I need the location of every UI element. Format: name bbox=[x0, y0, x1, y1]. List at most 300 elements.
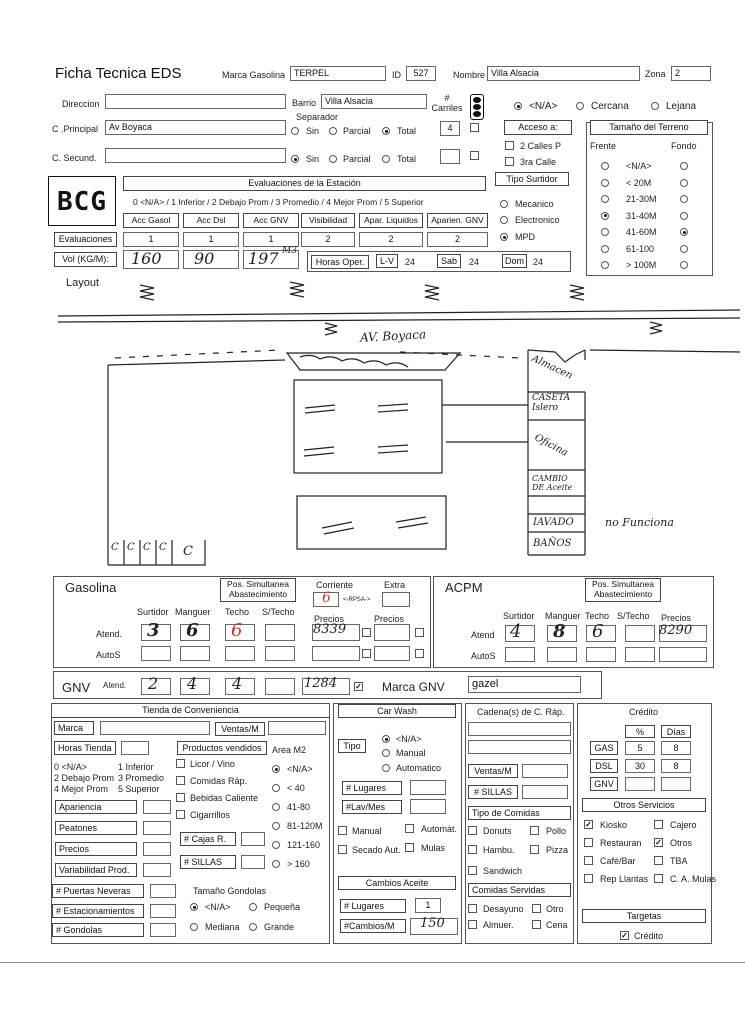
cw-manual-radio[interactable] bbox=[382, 749, 390, 757]
area-radio-4[interactable] bbox=[272, 841, 280, 849]
area-opt-2: 41-80 bbox=[287, 802, 311, 812]
cw-lav-label: #Lav/Mes bbox=[342, 800, 402, 814]
cw-na-radio[interactable] bbox=[382, 735, 390, 743]
corriente-label: Corriente bbox=[316, 580, 354, 590]
cambios-title: Cambios Aceite bbox=[338, 876, 456, 890]
carriles-field[interactable]: 4 bbox=[440, 121, 460, 136]
gas-surtidor-value: 3 bbox=[147, 620, 160, 641]
cw-na-label: <N/A> bbox=[396, 734, 422, 744]
room-lavado: IAVADO bbox=[533, 517, 574, 528]
tienda-row-field-1[interactable] bbox=[143, 821, 171, 835]
gnv-checkbox[interactable]: ✓ bbox=[355, 682, 362, 691]
eval-val-4[interactable]: 2 bbox=[359, 232, 423, 247]
layout-note: no Funciona bbox=[605, 516, 674, 529]
eval-col-5: Aparien. GNV bbox=[427, 213, 488, 228]
lv-label: L-V bbox=[376, 254, 398, 268]
electronico-label: Electronico bbox=[515, 215, 560, 225]
sab-label: Sab bbox=[437, 254, 461, 268]
cena-chk[interactable] bbox=[532, 920, 541, 929]
cw-manual-chk[interactable] bbox=[338, 826, 347, 835]
acpm-autos-f3[interactable] bbox=[586, 647, 616, 662]
acpm-autos-f1[interactable] bbox=[505, 647, 535, 662]
cw-manual-label: Manual bbox=[396, 748, 426, 758]
barrio-field[interactable]: Villa Alsacia bbox=[321, 94, 427, 109]
marca-field[interactable]: TERPEL bbox=[290, 66, 386, 81]
lejana-radio[interactable] bbox=[651, 102, 659, 110]
tienda-item-chk-1[interactable] bbox=[176, 776, 185, 785]
carwash-tipo-label: Tipo bbox=[338, 739, 366, 753]
vol-gasol-value: 160 bbox=[131, 249, 162, 268]
sandwich-chk[interactable] bbox=[468, 866, 477, 875]
barrio-label: Barrio bbox=[292, 98, 317, 108]
tienda-item-chk-3[interactable] bbox=[176, 810, 185, 819]
credito-row-label-1: DSL bbox=[590, 759, 618, 773]
cw-auto-radio[interactable] bbox=[382, 764, 390, 772]
horas-tienda-field[interactable] bbox=[121, 741, 149, 755]
service-chk-0[interactable]: ✓ bbox=[585, 820, 592, 829]
otro-chk[interactable] bbox=[532, 904, 541, 913]
productos-label: Productos vendidos bbox=[177, 741, 267, 755]
layout-title: Layout bbox=[66, 277, 100, 289]
dom-label: Dom bbox=[502, 254, 527, 268]
acpm-surtidor-value: 4 bbox=[510, 621, 522, 642]
room-banos: BAÑOS bbox=[533, 538, 572, 549]
credito-title: Crédito bbox=[629, 707, 659, 717]
puertas-field[interactable] bbox=[150, 884, 176, 898]
tam-gond-label: Tamaño Gondolas bbox=[193, 886, 267, 896]
almuer-chk[interactable] bbox=[468, 920, 477, 929]
gnv-v2: 4 bbox=[187, 674, 198, 693]
gas-precio2-chk[interactable] bbox=[415, 628, 424, 637]
rpsa-label: <-RPSA-> bbox=[343, 597, 371, 603]
direccion-field[interactable] bbox=[105, 94, 286, 109]
csecund-field[interactable] bbox=[105, 148, 286, 163]
gas-autos-chk2[interactable] bbox=[415, 649, 424, 658]
gond-med-label: Mediana bbox=[205, 922, 240, 932]
gas-autos-chk1[interactable] bbox=[362, 649, 371, 658]
acpm-autos-f2[interactable] bbox=[547, 647, 577, 662]
secund-sin-radio[interactable] bbox=[291, 155, 299, 163]
secund-total-radio[interactable] bbox=[382, 155, 390, 163]
area-radio-5[interactable] bbox=[272, 860, 280, 868]
gond-na-label: <N/A> bbox=[205, 902, 231, 912]
eval-val-0[interactable]: 1 bbox=[123, 232, 179, 247]
ca-cambios-value: 150 bbox=[420, 916, 445, 931]
tienda-item-chk-0[interactable] bbox=[176, 759, 185, 768]
zona-field[interactable]: 2 bbox=[671, 66, 711, 81]
na-radio[interactable] bbox=[514, 102, 522, 110]
service-7: C. A. Mulas bbox=[670, 874, 717, 884]
acpm-precios-h: Precios bbox=[661, 613, 692, 623]
cprincipal-label: C .Principal bbox=[52, 124, 99, 134]
fondo-radio-2[interactable] bbox=[680, 195, 688, 203]
credito-pct-0[interactable]: 5 bbox=[625, 741, 655, 755]
eval-col-4: Apar. Liquidos bbox=[359, 213, 423, 228]
cw-mulas-chk[interactable] bbox=[405, 843, 414, 852]
carriles-label: # Carriles bbox=[431, 93, 463, 113]
service-chk-1[interactable] bbox=[654, 820, 663, 829]
area-radio-1[interactable] bbox=[272, 784, 280, 792]
gas-manguer-value: 6 bbox=[186, 620, 199, 641]
cw-mulas-label: Mulas bbox=[421, 843, 446, 853]
acpm-title: ACPM bbox=[445, 580, 483, 595]
acceso-2calles-label: 2 Calles P bbox=[520, 141, 562, 151]
bay-c3: C bbox=[143, 542, 151, 553]
eval-val-2[interactable]: 1 bbox=[243, 232, 299, 247]
frente-radio-0[interactable] bbox=[601, 162, 609, 170]
credito-row-label-2: GNV bbox=[590, 777, 618, 791]
acpm-autos-f5[interactable] bbox=[659, 647, 707, 662]
cadena-title: Cadena(s) de C. Ráp. bbox=[477, 707, 565, 717]
horas-tienda-label: Horas Tienda bbox=[54, 741, 116, 755]
cajas-label: # Cajas R. bbox=[180, 832, 236, 846]
evaluaciones-label: Evaluaciones bbox=[54, 232, 117, 247]
gond-na-radio[interactable] bbox=[190, 903, 198, 911]
marca-gnv-field[interactable]: gazel bbox=[468, 676, 581, 693]
gas-precio1-chk[interactable] bbox=[362, 628, 371, 637]
frente-radio-4[interactable] bbox=[601, 228, 609, 236]
gond-gra-radio[interactable] bbox=[249, 923, 257, 931]
traffic-light-icon bbox=[470, 94, 484, 120]
terreno-title: Tamaño del Terreno bbox=[590, 120, 708, 135]
acpm-atend-label: Atend bbox=[471, 630, 495, 640]
tienda-item-0: Licor / Vino bbox=[190, 759, 235, 769]
service-3: Otros bbox=[670, 838, 693, 848]
pizza-chk[interactable] bbox=[530, 845, 539, 854]
gnv-f4[interactable] bbox=[265, 678, 295, 695]
cajas-field[interactable] bbox=[241, 832, 265, 846]
gas-autos-label: AutoS bbox=[96, 650, 121, 660]
cadena-field1[interactable] bbox=[468, 722, 571, 736]
zona-label: Zona bbox=[645, 69, 666, 79]
fondo-radio-6[interactable] bbox=[680, 261, 688, 269]
scale-3: 3 Promedio bbox=[118, 773, 165, 783]
tienda-row-0: Apariencia bbox=[55, 800, 137, 814]
cw-auto-label: Automatico bbox=[396, 763, 442, 773]
ca-lugares-field[interactable]: 1 bbox=[415, 898, 441, 913]
terreno-opt-6: > 100M bbox=[626, 260, 657, 270]
room-cambio: CAMBIO DE Aceite bbox=[532, 474, 573, 492]
pizza-label: Pizza bbox=[546, 845, 569, 855]
tienda-item-chk-2[interactable] bbox=[176, 793, 185, 802]
lv-value[interactable]: 24 bbox=[405, 257, 416, 267]
terreno-opt-3: 31-40M bbox=[626, 210, 657, 221]
acpm-precio-value: 8290 bbox=[659, 623, 693, 638]
gas-precio2-field[interactable] bbox=[374, 624, 410, 641]
tienda-row-field-3[interactable] bbox=[143, 863, 171, 877]
acpm-autos-f4[interactable] bbox=[625, 647, 655, 662]
hambu-chk[interactable] bbox=[468, 845, 477, 854]
eval-title: Evaluaciones de la Estación bbox=[123, 176, 486, 191]
tienda-sillas-label: # SILLAS bbox=[180, 855, 236, 869]
gas-precios-h2: Precios bbox=[374, 614, 405, 624]
donuts-chk[interactable] bbox=[468, 826, 477, 835]
service-chk-7[interactable] bbox=[654, 874, 663, 883]
room-oficina: Oficina bbox=[532, 432, 570, 459]
id-label: ID bbox=[392, 70, 401, 80]
acceso-3ra-checkbox[interactable] bbox=[505, 157, 514, 166]
dom-value[interactable]: 24 bbox=[533, 257, 544, 267]
cw-lugares-field[interactable] bbox=[410, 780, 446, 795]
area-opt-5: > 160 bbox=[287, 859, 310, 869]
desayuno-chk[interactable] bbox=[468, 904, 477, 913]
eval-val-5[interactable]: 2 bbox=[427, 232, 488, 247]
gasolina-title: Gasolina bbox=[65, 580, 117, 595]
frente-radio-6[interactable] bbox=[601, 261, 609, 269]
gas-autos-f3[interactable] bbox=[225, 646, 255, 661]
terreno-opt-2: 21-30M bbox=[626, 194, 657, 204]
bcg-logo bbox=[48, 176, 116, 226]
fondo-radio-3[interactable] bbox=[680, 212, 688, 220]
estac-field[interactable] bbox=[150, 904, 176, 918]
room-caseta: CASETA Islero bbox=[532, 393, 571, 413]
gas-autos-f5[interactable] bbox=[312, 646, 360, 661]
fondo-radio-1[interactable] bbox=[680, 179, 688, 187]
acpm-stecho-field[interactable] bbox=[625, 625, 655, 642]
cercana-label: Cercana bbox=[591, 101, 629, 112]
tienda-ventas-label: Ventas/M bbox=[215, 722, 265, 736]
credito-dias-2[interactable] bbox=[661, 777, 691, 791]
bay-c4: C bbox=[159, 542, 167, 553]
gondolas-field[interactable] bbox=[150, 923, 176, 937]
marca-gnv-label: Marca GNV bbox=[382, 680, 445, 694]
terreno-opt-4: 41-60M bbox=[626, 227, 657, 237]
eval-val-3[interactable]: 2 bbox=[301, 232, 355, 247]
gas-autos-f2[interactable] bbox=[180, 646, 210, 661]
gasolina-pos: Pos. Simultanea Abastecimiento bbox=[220, 578, 296, 602]
frente-radio-3[interactable] bbox=[601, 212, 609, 220]
gond-med-radio[interactable] bbox=[190, 923, 198, 931]
separador-total-radio[interactable] bbox=[382, 127, 390, 135]
area-radio-0[interactable] bbox=[272, 765, 280, 773]
street-label: AV. Boyaca bbox=[359, 327, 427, 345]
credito-pct-1[interactable]: 30 bbox=[625, 759, 655, 773]
parcial2-label: Parcial bbox=[343, 154, 371, 164]
ca-lugares-label: # Lugares bbox=[340, 899, 406, 913]
cadena-sillas-field[interactable] bbox=[522, 785, 568, 799]
horas-label: Horas Oper. bbox=[311, 255, 369, 269]
terreno-opt-5: 61-100 bbox=[626, 243, 655, 254]
cw-secado-label: Secado Aut. bbox=[352, 845, 401, 855]
page-title: Ficha Tecnica EDS bbox=[55, 65, 182, 82]
tipo-comidas-title: Tipo de Comidas bbox=[468, 806, 571, 820]
cadena-ventas-field[interactable] bbox=[522, 764, 568, 778]
acpm-stecho-h: S/Techo bbox=[617, 611, 650, 621]
tienda-row-2: Precios bbox=[55, 842, 137, 856]
gas-stecho-field[interactable] bbox=[265, 624, 295, 641]
gas-autos-f4[interactable] bbox=[265, 646, 295, 661]
na-label: <N/A> bbox=[529, 101, 558, 112]
service-chk-4[interactable] bbox=[584, 856, 593, 865]
cadena-field2[interactable] bbox=[468, 740, 571, 754]
credito-chk-label: Crédito bbox=[634, 931, 664, 941]
lejana-label: Lejana bbox=[666, 101, 697, 112]
gas-manguer-h: Manguer bbox=[175, 607, 211, 617]
gas-atend-label: Atend. bbox=[96, 629, 123, 639]
room-almacen: Almacen bbox=[529, 353, 575, 382]
area-radio-2[interactable] bbox=[272, 803, 280, 811]
acpm-techo-h: Techo bbox=[585, 611, 610, 621]
tienda-item-1: Comidas Ráp. bbox=[190, 776, 248, 786]
acpm-manguer-value: 8 bbox=[553, 621, 566, 642]
eval-scale: 0 <N/A> / 1 Inferior / 2 Debajo Prom / 3 Promedio / 4 Mejor Prom / 5 Superior bbox=[133, 197, 424, 207]
eval-col-1: Acc Dsl bbox=[183, 213, 239, 228]
gnv-v1: 2 bbox=[148, 674, 159, 693]
pollo-chk[interactable] bbox=[530, 826, 539, 835]
secund-carriles-field[interactable] bbox=[440, 149, 460, 164]
credito-dias-1[interactable]: 8 bbox=[661, 759, 691, 773]
credito-pct-h: % bbox=[625, 725, 655, 738]
bay-c2: C bbox=[127, 542, 135, 553]
separador-label: Separador bbox=[296, 112, 339, 122]
cw-secado-chk[interactable] bbox=[338, 845, 347, 854]
acceso-3ra-label: 3ra Calle bbox=[520, 157, 557, 167]
scale-1: 1 Inferior bbox=[118, 762, 154, 772]
cercana-radio[interactable] bbox=[576, 102, 584, 110]
area-radio-3[interactable] bbox=[272, 822, 280, 830]
total-label: Total bbox=[397, 126, 417, 136]
scale-2: 2 Debajo Prom bbox=[54, 773, 115, 783]
vol-dsl-value: 90 bbox=[194, 249, 215, 268]
service-chk-2[interactable] bbox=[584, 838, 593, 847]
tienda-ventas-field[interactable] bbox=[268, 721, 326, 735]
gondolas-label: # Gondolas bbox=[52, 923, 144, 937]
mpd-radio[interactable] bbox=[500, 233, 508, 241]
vol-gnv-unit: M3 bbox=[282, 246, 297, 256]
gnv-price: 1284 bbox=[304, 676, 338, 691]
service-chk-3[interactable]: ✓ bbox=[655, 838, 662, 847]
frente-radio-2[interactable] bbox=[601, 195, 609, 203]
cw-manual-chk-label: Manual bbox=[352, 826, 382, 836]
gnv-v3: 4 bbox=[232, 674, 243, 693]
service-chk-6[interactable] bbox=[584, 874, 593, 883]
tienda-marca-field[interactable] bbox=[100, 721, 210, 735]
cw-lav-field[interactable] bbox=[410, 799, 446, 814]
cw-automat-chk[interactable] bbox=[405, 824, 414, 833]
eval-col-3: Visibilidad bbox=[301, 213, 355, 228]
area-opt-1: < 40 bbox=[287, 783, 305, 793]
extra-field[interactable] bbox=[382, 592, 410, 607]
puertas-label: # Puertas Neveras bbox=[52, 884, 144, 898]
scale-4: 4 Mejor Prom bbox=[54, 784, 109, 794]
tienda-row-field-2[interactable] bbox=[143, 842, 171, 856]
tienda-item-2: Bebidas Caliente bbox=[190, 793, 259, 803]
id-field[interactable]: 527 bbox=[406, 66, 436, 81]
eval-col-2: Acc GNV bbox=[243, 213, 299, 228]
sab-value[interactable]: 24 bbox=[469, 257, 480, 267]
area-opt-4: 121-160 bbox=[287, 840, 321, 850]
bay-c5: C bbox=[183, 544, 193, 559]
cadena-sillas-label: # SILLAS bbox=[468, 785, 518, 799]
service-5: TBA bbox=[670, 856, 688, 866]
page-bottom-line bbox=[0, 962, 745, 963]
credito-pct-2[interactable] bbox=[625, 777, 655, 791]
csecund-label: C. Secund. bbox=[52, 153, 97, 163]
cena-label: Cena bbox=[546, 920, 568, 930]
credito-row-label-0: GAS bbox=[590, 741, 618, 755]
cw-automat-chk-label: Automát. bbox=[421, 824, 458, 834]
acceso-2calles-checkbox[interactable] bbox=[505, 141, 514, 150]
tienda-sillas-field[interactable] bbox=[241, 855, 265, 869]
tienda-row-3: Variabilidad Prod. bbox=[55, 863, 137, 877]
area-opt-3: 81-120M bbox=[287, 821, 323, 831]
service-chk-5[interactable] bbox=[654, 856, 663, 865]
mecanico-radio[interactable] bbox=[500, 200, 508, 208]
separador-sin-radio[interactable] bbox=[291, 127, 299, 135]
electronico-radio[interactable] bbox=[500, 216, 508, 224]
vol-gnv-value: 197 bbox=[248, 249, 279, 268]
comidas-servidas-title: Comidas Servidas bbox=[468, 883, 571, 897]
carriles-checkbox[interactable] bbox=[470, 123, 479, 132]
separador-parcial-radio[interactable] bbox=[329, 127, 337, 135]
gas-autos-f6[interactable] bbox=[374, 646, 410, 661]
gas-precios-h1: Precios bbox=[314, 614, 345, 624]
frente-radio-1[interactable] bbox=[601, 179, 609, 187]
gas-techo-h: Techo bbox=[225, 607, 250, 617]
secund-parcial-radio[interactable] bbox=[329, 155, 337, 163]
direccion-label: Direccion bbox=[62, 99, 100, 109]
scale-5: 5 Superior bbox=[118, 784, 160, 794]
scale-0: 0 <N/A> bbox=[54, 762, 88, 772]
terreno-opt-0: <N/A> bbox=[626, 161, 652, 171]
cprincipal-field[interactable]: Av Boyaca bbox=[105, 120, 286, 135]
fondo-radio-4[interactable] bbox=[680, 228, 688, 236]
secund-checkbox[interactable] bbox=[470, 151, 479, 160]
sin2-label: Sin bbox=[306, 154, 320, 164]
eval-val-1[interactable]: 1 bbox=[183, 232, 239, 247]
cw-lugares-label: # Lugares bbox=[342, 781, 402, 795]
credito-chk[interactable]: ✓ bbox=[621, 931, 628, 940]
terreno-opt-1: < 20M bbox=[626, 177, 652, 188]
bay-c1: C bbox=[111, 542, 119, 553]
tienda-item-3: Cigarrillos bbox=[190, 810, 231, 820]
service-1: Cajero bbox=[670, 820, 697, 830]
gond-peq-label: Pequeña bbox=[264, 902, 301, 912]
acpm-manguer-h: Manguer bbox=[545, 611, 581, 621]
acceso-title: Acceso a: bbox=[504, 120, 572, 135]
pollo-label: Pollo bbox=[546, 826, 567, 836]
service-0: Kiosko bbox=[600, 820, 628, 830]
otro-label: Otro bbox=[546, 904, 564, 914]
donuts-label: Donuts bbox=[483, 826, 512, 836]
almuer-label: Almuer. bbox=[483, 920, 514, 930]
fondo-radio-0[interactable] bbox=[680, 162, 688, 170]
area-opt-0: <N/A> bbox=[287, 764, 313, 774]
corriente-value: 6 bbox=[322, 590, 331, 606]
fondo-label: Fondo bbox=[671, 141, 697, 151]
gas-autos-f1[interactable] bbox=[141, 646, 171, 661]
tienda-row-field-0[interactable] bbox=[143, 800, 171, 814]
mpd-label: MPD bbox=[515, 232, 535, 242]
gnv-title: GNV bbox=[62, 680, 91, 695]
parcial-label: Parcial bbox=[343, 126, 371, 136]
estac-label: # Estacionamientos bbox=[52, 904, 144, 918]
total2-label: Total bbox=[397, 154, 417, 164]
nombre-label: Nombre bbox=[453, 70, 486, 80]
carwash-title: Car Wash bbox=[338, 704, 456, 718]
fondo-radio-5[interactable] bbox=[680, 245, 688, 253]
gas-stecho-h: S/Techo bbox=[262, 607, 295, 617]
frente-radio-5[interactable] bbox=[601, 245, 609, 253]
mecanico-label: Mecanico bbox=[515, 199, 554, 209]
gond-peq-radio[interactable] bbox=[249, 903, 257, 911]
tienda-title: Tienda de Conveniencia bbox=[52, 704, 329, 718]
acpm-surtidor-h: Surtidor bbox=[503, 611, 535, 621]
cadena-ventas-label: Ventas/M bbox=[468, 764, 518, 778]
credito-dias-0[interactable]: 8 bbox=[661, 741, 691, 755]
nombre-field[interactable]: Villa Alsacia bbox=[487, 66, 640, 81]
vol-label: Vol (KG/M): bbox=[54, 252, 117, 267]
